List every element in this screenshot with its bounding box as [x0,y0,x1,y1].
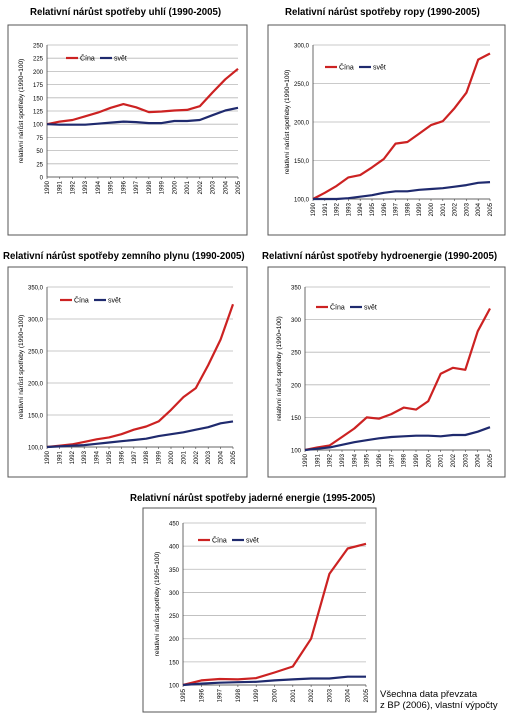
x-tick-label: 1998 [405,203,412,217]
x-tick-label: 2002 [309,689,316,703]
x-tick-label: 2005 [488,454,494,468]
x-tick-label: 1995 [108,181,115,195]
y-axis-label: relativní nárůst spotřeby (1990=100) [18,58,25,164]
legend-label: svět [246,537,259,545]
x-tick-label: 1999 [156,451,163,465]
legend-label: svět [108,297,121,305]
x-tick-label: 1996 [199,689,206,703]
x-tick-label: 1992 [327,454,334,468]
x-tick-label: 2003 [206,451,213,465]
x-tick-label: 1996 [381,203,388,217]
y-tick-label: 350 [290,285,301,292]
y-tick-label: 150 [168,660,179,667]
y-tick-label: 300 [168,590,179,597]
y-tick-label: 150,0 [293,159,309,165]
y-tick-label: 100 [168,683,179,690]
y-tick-label: 200,0 [293,120,309,127]
x-tick-label: 1992 [70,181,77,195]
source-note [380,689,498,711]
chart-title-gas: Relativní nárůst spotřeby zemního plynu (1990-2005) [3,250,245,262]
x-tick-label: 1995 [364,454,371,468]
y-tick-label: 250 [290,350,301,357]
x-tick-label: 2002 [197,181,204,195]
y-tick-label: 25 [36,162,43,169]
y-tick-label: 0 [39,175,43,182]
x-tick-label: 1999 [159,181,166,195]
x-tick-label: 2004 [223,181,230,195]
legend-label: svět [114,55,127,63]
x-tick-label: 1996 [119,451,126,465]
x-tick-label: 1994 [94,451,101,465]
y-axis-label: relativní nárůst spotřeby (1995=100) [154,551,161,657]
x-tick-label: 1997 [393,203,400,217]
x-tick-label: 1991 [57,451,64,465]
x-tick-label: 1995 [181,689,187,703]
y-tick-label: 175 [32,83,43,90]
chart-title-oil: Relativní nárůst spotřeby ropy (1990-2005) [285,6,480,18]
y-axis-label: relativní nárůst spotřeby (1990=100) [276,316,283,421]
x-tick-label: 1995 [107,451,113,465]
y-tick-label: 100 [32,122,43,129]
y-tick-label: 200 [168,637,179,644]
y-tick-label: 75 [36,135,43,142]
x-tick-label: 1994 [358,203,365,217]
x-tick-label: 1997 [134,181,141,195]
x-tick-label: 1999 [417,203,424,217]
x-tick-label: 2001 [185,181,192,195]
y-axis-label: relativní nárůst spotřeby (1990=100) [18,314,25,420]
y-tick-label: 50 [36,149,43,156]
x-tick-label: 1993 [83,181,90,195]
legend-label: Čína [339,64,354,72]
x-tick-label: 2003 [210,181,217,195]
x-tick-label: 1992 [69,451,76,465]
y-tick-label: 250 [168,614,179,621]
source-note-line-1: Všechna data převzata [380,689,478,700]
x-tick-label: 2002 [193,451,200,465]
x-tick-label: 1999 [254,689,261,703]
x-tick-label: 2000 [426,454,433,468]
x-tick-label: 1990 [45,451,51,465]
y-tick-label: 300,0 [27,317,43,324]
x-tick-label: 1996 [377,454,383,468]
x-tick-label: 1994 [352,454,359,468]
y-tick-label: 125 [32,109,43,116]
chart-title-coal: Relativní nárůst spotřeby uhlí (1990-2005) [30,6,222,18]
x-tick-label: 2000 [169,451,175,465]
y-tick-label: 150 [32,96,43,103]
x-tick-label: 2003 [463,454,470,468]
x-tick-label: 1996 [121,181,128,195]
x-tick-label: 1993 [340,454,346,468]
x-tick-label: 2003 [464,203,471,217]
x-tick-label: 2000 [172,181,179,195]
x-tick-label: 2001 [290,689,297,703]
legend-label: Čína [74,297,89,305]
x-tick-label: 1998 [235,689,242,703]
y-tick-label: 250 [32,43,43,50]
y-tick-label: 400 [168,544,179,551]
x-tick-label: 1991 [322,203,329,217]
x-tick-label: 2005 [364,689,370,703]
y-tick-label: 150,0 [27,413,43,420]
x-tick-label: 1990 [303,454,309,468]
y-tick-label: 150 [290,415,301,422]
x-tick-label: 2002 [451,454,457,468]
x-tick-label: 1995 [370,203,376,217]
x-tick-label: 2001 [438,454,445,468]
x-tick-label: 1994 [95,181,102,195]
y-axis-label: relativní nárůst spotřeby (1990=100) [284,69,291,175]
x-tick-label: 2002 [452,203,459,217]
y-tick-label: 200 [290,383,301,390]
legend-label: svět [364,304,377,312]
x-tick-label: 2000 [272,689,279,703]
x-tick-label: 2001 [181,451,188,465]
x-tick-label: 2000 [429,203,435,217]
y-tick-label: 200 [32,69,43,76]
y-tick-label: 250,0 [27,349,43,356]
legend-label: Čína [212,537,227,545]
legend-label: svět [373,64,386,72]
y-tick-label: 200,0 [27,381,43,388]
x-tick-label: 1991 [57,181,64,195]
x-tick-label: 1997 [131,451,138,465]
x-tick-label: 2003 [327,689,334,703]
x-tick-label: 1993 [346,203,353,217]
x-tick-label: 1998 [401,454,408,468]
legend-label: Čína [330,304,345,312]
x-tick-label: 1999 [414,454,420,468]
y-tick-label: 100,0 [293,197,309,204]
x-tick-label: 1997 [217,689,224,703]
source-note-line-2: z BP (2006), vlastní výpočty [380,700,498,711]
x-tick-label: 1998 [146,181,153,195]
x-tick-label: 1990 [311,203,317,217]
y-tick-label: 450 [168,521,179,528]
x-tick-label: 1993 [82,451,89,465]
x-tick-label: 2005 [236,181,242,195]
x-tick-label: 1998 [144,451,151,465]
x-tick-label: 2005 [231,451,237,465]
y-tick-label: 225 [32,56,43,63]
y-tick-label: 300,0 [293,43,309,50]
x-tick-label: 1997 [389,454,396,468]
x-tick-label: 2004 [476,203,483,217]
chart-title-hydro: Relativní nárůst spotřeby hydroenergie (1990-2005) [262,250,498,262]
legend-label: Čína [80,55,95,63]
y-tick-label: 350 [168,567,179,574]
x-tick-label: 2004 [218,451,225,465]
y-tick-label: 350,0 [27,285,43,292]
y-tick-label: 300 [290,318,301,325]
y-tick-label: 250,0 [293,82,309,88]
y-tick-label: 100,0 [27,445,43,452]
x-tick-label: 2004 [475,454,482,468]
x-tick-label: 1990 [45,181,51,195]
x-tick-label: 1991 [315,454,322,468]
x-tick-label: 2001 [440,203,447,217]
chart-title-nuclear: Relativní nárůst spotřeby jaderné energie (1995-2005) [130,492,376,504]
x-tick-label: 1992 [334,203,341,217]
y-tick-label: 100 [290,448,301,455]
x-tick-label: 2004 [345,689,352,703]
x-tick-label: 2005 [488,203,494,217]
